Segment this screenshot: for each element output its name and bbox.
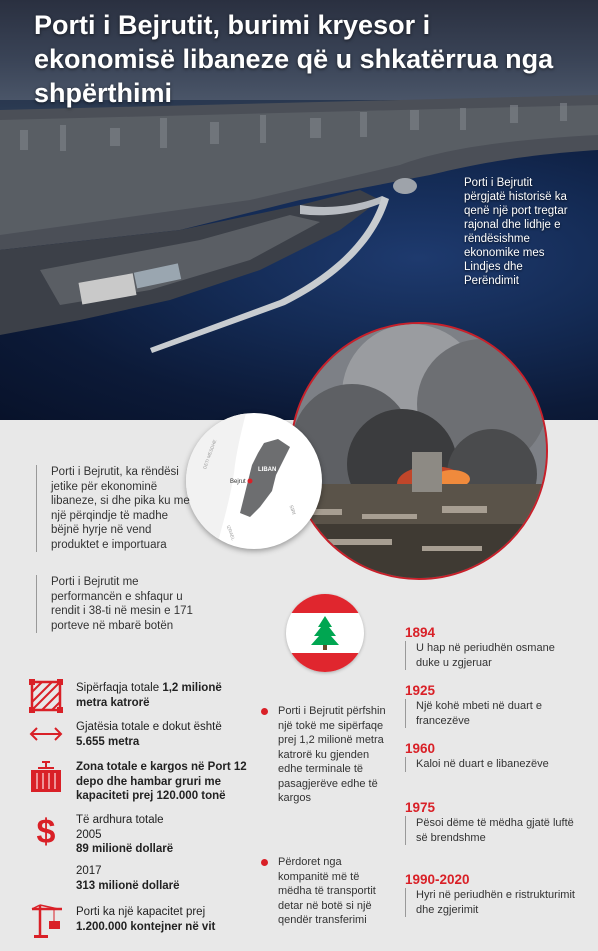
explosion-photo [287, 322, 548, 580]
stat-revenue-year-2005: 2005 [76, 828, 102, 841]
map-city-label: Bejrut [230, 479, 246, 485]
timeline-event: Pësoi dëme të mëdha gjatë luftë së brendshme [405, 816, 575, 845]
stat-capacity [76, 905, 215, 934]
stat-capacity-label: Porti ka një kapacitet prej [76, 906, 206, 918]
stat-revenue-2017 [76, 864, 180, 893]
stat-dock-value: 5.655 metra [76, 735, 140, 748]
stat-cargo-line3: kapaciteti prej 120.000 tonë [76, 790, 226, 802]
crane-icon [28, 903, 64, 939]
dollar-icon [28, 812, 64, 848]
map-south-label: IZRAEL [225, 524, 236, 542]
bullet-transfer-hub: Përdoret nga kompanitë më të mëdha të transportit detar në botë si një qendër transferimi [278, 856, 376, 926]
timeline-year: 1990-2020 [405, 872, 470, 887]
stat-area-unit: metra katrorë [76, 696, 150, 709]
stat-area [76, 681, 222, 710]
hero-caption: Porti i Bejrutit përgjatë historisë ka qenë një port tregtar rajonal dhe lidhje e rëndësishme ekonomike mes Lindjes dhe Perëndimit [464, 177, 568, 287]
lede-paragraph-1: Porti i Bejrutit, ka rëndësi jetike për ekonominë libaneze, si dhe pika ku me një përqindje të madhe bëjnë hyrje në vend produktet e importuara [36, 465, 196, 552]
bullet-port-area: Porti i Bejrutit përfshin një tokë me sipërfaqe prej 1,2 milionë metra katrorë ku gjenden edhe terminale të pasagjerëve edhe të kargos [278, 705, 386, 804]
timeline-event: Kaloi në duart e libanezëve [405, 757, 575, 772]
stat-revenue [76, 813, 173, 857]
stat-capacity-value: 1.200.000 kontejner në vit [76, 920, 216, 933]
stat-cargo-line2: depo dhe hambar gruri me [76, 775, 222, 788]
timeline-event: Hyri në periudhën e ristrukturimit dhe zgjerimit [405, 888, 575, 917]
stat-cargo-zone [76, 760, 247, 804]
container-icon [28, 758, 64, 794]
stat-revenue-value-2017: 313 milionë dollarë [76, 879, 180, 892]
stat-area-value: 1,2 milionë [162, 682, 222, 694]
area-icon [28, 678, 64, 714]
stat-cargo-line1: Zona totale e kargos në Port 12 [76, 761, 247, 773]
bullet-dot [261, 859, 268, 866]
stat-dock-label: Gjatësia totale e dokut është [76, 721, 222, 733]
lebanon-flag-icon [286, 594, 364, 672]
length-arrows-icon [28, 716, 64, 752]
stat-revenue-label: Të ardhura totale [76, 814, 164, 826]
lede-paragraph-2: Porti i Bejrutit me performancën e shfaqur u rendit i 38-ti në mesin e 171 porteve në mbarë botën [36, 575, 196, 633]
lebanon-map [186, 413, 322, 549]
stat-dock-length [76, 720, 222, 749]
map-country-label: LIBAN [258, 467, 277, 473]
timeline-event: Një kohë mbeti në duart e francezëve [405, 699, 575, 728]
timeline-year: 1975 [405, 800, 436, 815]
page-title: Porti i Bejrutit, burimi kryesor i ekonomisë libaneze që u shkatërrua nga shpërthimi [34, 10, 554, 108]
stat-revenue-value-2005: 89 milionë dollarë [76, 843, 174, 855]
svg-text:$: $ [36, 813, 56, 848]
timeline-year: 1960 [405, 741, 436, 756]
timeline-event: U hap në periudhën osmane duke u zgjeruar [405, 641, 575, 670]
stat-area-label: Sipërfaqja totale [76, 682, 163, 694]
map-sea-label: DETI MESDHE [202, 439, 218, 470]
map-east-label: SIRI [287, 504, 297, 516]
bullet-dot [261, 708, 268, 715]
timeline-year: 1925 [405, 683, 436, 698]
stat-revenue-year-2017: 2017 [76, 865, 102, 877]
timeline-year: 1894 [405, 625, 436, 640]
